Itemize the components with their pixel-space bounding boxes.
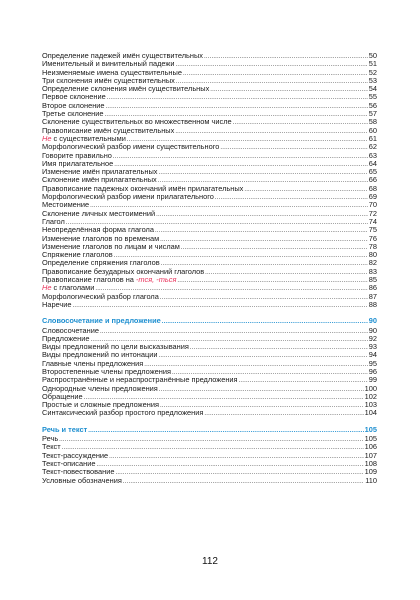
- toc-entry-title: Третье склонение: [42, 110, 104, 119]
- toc-entry-title: Обращение: [42, 392, 83, 401]
- toc-entry-page: 56: [368, 101, 377, 110]
- toc-group-nouns: [42, 52, 377, 135]
- toc-entry: [42, 201, 377, 209]
- toc-dot-leader: [107, 94, 368, 101]
- toc-entry-tsya: [42, 276, 377, 284]
- toc-entry-page: 103: [364, 401, 377, 410]
- toc-entry-page: 104: [364, 409, 377, 418]
- toc-entry: [42, 335, 377, 343]
- toc-entry: [42, 293, 377, 301]
- toc-section-phrase-sentence: [42, 317, 377, 325]
- toc-group-syntax: [42, 327, 377, 418]
- toc-entry-page: 96: [368, 367, 377, 376]
- toc-dot-leader: [215, 194, 368, 201]
- toc-entry-page: 53: [368, 76, 377, 85]
- toc-entry-title: Спряжение глаголов: [42, 251, 113, 260]
- toc-dot-leader: [127, 136, 368, 143]
- toc-entry-page: 61: [368, 134, 377, 143]
- toc-entry-page: 102: [364, 392, 377, 401]
- toc-entry-page: 68: [368, 184, 377, 193]
- toc-entry-page: 75: [368, 226, 377, 235]
- toc-entry-title: Словосочетание: [42, 326, 99, 335]
- table-of-contents: [42, 52, 377, 485]
- toc-entry-title: Склонение существительных во множественном числе: [42, 118, 232, 127]
- toc-dot-leader: [176, 61, 368, 68]
- toc-section-title: Словосочетание и предложение: [42, 317, 161, 326]
- toc-entry: [42, 160, 377, 168]
- toc-entry: [42, 385, 377, 393]
- toc-entry-title: Виды предложений по интонации: [42, 351, 158, 360]
- toc-dot-leader: [177, 277, 367, 284]
- toc-dot-leader: [95, 285, 367, 292]
- toc-entry: [42, 401, 377, 409]
- toc-entry-page: 80: [368, 251, 377, 260]
- toc-entry-title: Изменение имён прилагательных: [42, 168, 158, 177]
- toc-entry: [42, 360, 377, 368]
- toc-entry-page: 62: [368, 143, 377, 152]
- toc-entry-title: Неопределённая форма глагола: [42, 226, 154, 235]
- toc-dot-leader: [96, 461, 363, 468]
- toc-entry-page: 87: [368, 292, 377, 301]
- toc-entry: [42, 368, 377, 376]
- toc-entry-page: 58: [368, 118, 377, 127]
- toc-dot-leader: [204, 410, 363, 417]
- toc-dot-leader: [88, 427, 363, 434]
- toc-entry-title: Первое склонение: [42, 93, 106, 102]
- toc-entry: [42, 259, 377, 267]
- toc-entry-title: Простые и сложные предложения: [42, 401, 159, 410]
- toc-entry-title: Текст-описание: [42, 459, 96, 468]
- toc-entry-page: 50: [368, 52, 377, 60]
- toc-entry-page: 72: [368, 209, 377, 218]
- toc-entry: [42, 77, 377, 85]
- toc-dot-leader: [172, 369, 368, 376]
- toc-entry: [42, 152, 377, 160]
- toc-dot-leader: [204, 53, 368, 60]
- toc-entry-page: 60: [368, 126, 377, 135]
- toc-entry: [42, 110, 377, 118]
- toc-dot-leader: [239, 377, 368, 384]
- toc-dot-leader: [175, 128, 367, 135]
- toc-dot-leader: [210, 86, 368, 93]
- toc-dot-leader: [156, 211, 368, 218]
- toc-entry-title: Изменение глаголов по временам: [42, 234, 160, 243]
- toc-entry-title: Определение спряжения глаголов: [42, 259, 160, 268]
- toc-entry-accent: Не: [42, 134, 52, 143]
- toc-entry-title: Наречие: [42, 300, 72, 309]
- toc-entry-title: Морфологический разбор глагола: [42, 292, 159, 301]
- toc-entry: [42, 460, 377, 468]
- toc-entry-title: Текст-рассуждение: [42, 451, 109, 460]
- toc-entry: [42, 251, 377, 259]
- toc-dot-leader: [109, 453, 364, 460]
- toc-entry: [42, 210, 377, 218]
- toc-entry-page: 70: [368, 201, 377, 210]
- toc-entry: [42, 393, 377, 401]
- toc-entry-title: Морфологический разбор имени существительного: [42, 143, 220, 152]
- toc-entry: [42, 102, 377, 110]
- toc-entry-title: Главные члены предложения: [42, 359, 144, 368]
- toc-entry: [42, 409, 377, 417]
- toc-entry-page: 51: [368, 60, 377, 69]
- toc-entry: [42, 243, 377, 251]
- toc-dot-leader: [159, 386, 364, 393]
- toc-entry-title: [42, 284, 94, 292]
- toc-entry-ne-nouns: [42, 135, 377, 143]
- toc-dot-leader: [115, 469, 363, 476]
- page-number: 112: [202, 556, 218, 567]
- toc-entry-page: 95: [368, 359, 377, 368]
- toc-entry: [42, 60, 377, 68]
- toc-entry-page: 86: [368, 284, 377, 293]
- toc-entry-title: Распространённые и нераспространённые предложения: [42, 376, 238, 385]
- toc-entry-title: Неизменяемые имена существительные: [42, 68, 182, 77]
- toc-dot-leader: [114, 161, 368, 168]
- toc-dot-leader: [105, 111, 368, 118]
- toc-dot-leader: [183, 70, 368, 77]
- toc-entry-title: Именительный и винительный падежи: [42, 60, 175, 69]
- toc-dot-leader: [205, 269, 368, 276]
- toc-entry-page: 69: [368, 193, 377, 202]
- toc-entry-title-rest: с глаголами: [51, 284, 95, 293]
- toc-entry: [42, 143, 377, 151]
- toc-entry-title: Второстепенные члены предложения: [42, 367, 171, 376]
- toc-entry-page: 63: [368, 151, 377, 160]
- toc-entry: [42, 52, 377, 60]
- toc-entry-title: [42, 135, 126, 143]
- toc-entry: [42, 477, 377, 485]
- toc-entry-title: Правописание безударных окончаний глаголов: [42, 267, 205, 276]
- toc-entry-title: Глагол: [42, 217, 65, 226]
- toc-entry-title: Морфологический разбор имени прилагательного: [42, 193, 214, 202]
- toc-entry: [42, 468, 377, 476]
- toc-entry-title: Изменение глаголов по лицам и числам: [42, 242, 180, 251]
- toc-entry: [42, 226, 377, 234]
- toc-dot-leader: [158, 177, 368, 184]
- toc-entry-page: 107: [364, 451, 377, 460]
- toc-entry-title-rest: с существительными: [51, 134, 126, 143]
- toc-entry-title: Склонение личных местоимений: [42, 209, 156, 218]
- toc-entry: [42, 168, 377, 176]
- toc-dot-leader: [100, 328, 368, 335]
- toc-entry-title: Речь: [42, 435, 59, 444]
- toc-entry: [42, 176, 377, 184]
- toc-entry-title: Виды предложений по цели высказывания: [42, 343, 189, 352]
- toc-dot-leader: [181, 244, 368, 251]
- toc-dot-leader: [160, 402, 364, 409]
- toc-dot-leader: [144, 361, 367, 368]
- toc-entry-page: 54: [368, 85, 377, 94]
- toc-entry-accent: Не: [42, 284, 52, 293]
- toc-section-page: 90: [368, 317, 377, 326]
- toc-entry-page: 93: [368, 343, 377, 352]
- toc-dot-leader: [123, 478, 364, 485]
- toc-entry-title: Склонение имён прилагательных: [42, 176, 157, 185]
- toc-entry: [42, 235, 377, 243]
- toc-entry-title: Три склонения имён существительных: [42, 76, 175, 85]
- toc-entry-page: 90: [368, 326, 377, 335]
- toc-entry: [42, 301, 377, 309]
- toc-entry-page: 105: [364, 435, 377, 444]
- toc-entry-title: Говорите правильно: [42, 151, 112, 160]
- toc-group-verbs-end: [42, 293, 377, 310]
- toc-entry-title: Правописание имён существительных: [42, 126, 175, 135]
- toc-entry: [42, 218, 377, 226]
- toc-dot-leader: [158, 169, 367, 176]
- toc-dot-leader: [73, 302, 368, 309]
- toc-entry: [42, 268, 377, 276]
- toc-entry: [42, 193, 377, 201]
- toc-dot-leader: [160, 294, 368, 301]
- toc-entry-page: 109: [364, 468, 377, 477]
- toc-dot-leader: [162, 318, 368, 325]
- toc-entry-page: 76: [368, 234, 377, 243]
- toc-entry-page: 74: [368, 217, 377, 226]
- toc-entry-page: 78: [368, 242, 377, 251]
- toc-dot-leader: [84, 394, 364, 401]
- toc-entry: [42, 93, 377, 101]
- toc-dot-leader: [66, 219, 368, 226]
- toc-dot-leader: [244, 186, 367, 193]
- toc-entry-page: 88: [368, 300, 377, 309]
- toc-entry-page: 55: [368, 93, 377, 102]
- toc-entry-page: 92: [368, 334, 377, 343]
- toc-entry-page: 94: [368, 351, 377, 360]
- toc-entry-page: 100: [364, 384, 377, 393]
- toc-entry-page: 85: [368, 276, 377, 285]
- toc-dot-leader: [106, 103, 368, 110]
- toc-section-page: 105: [364, 425, 377, 434]
- toc-section-speech-text: [42, 426, 377, 434]
- toc-dot-leader: [233, 119, 368, 126]
- toc-entry: [42, 343, 377, 351]
- toc-entry: [42, 376, 377, 384]
- toc-entry: [42, 185, 377, 193]
- toc-dot-leader: [190, 344, 368, 351]
- toc-entry-title-text: Правописание глаголов на: [42, 276, 136, 285]
- toc-entry-page: 65: [368, 168, 377, 177]
- toc-entry-title: [42, 276, 176, 284]
- toc-section-title: Речь и текст: [42, 425, 88, 434]
- toc-entry-title: Синтаксический разбор простого предложения: [42, 409, 204, 418]
- toc-entry-page: 57: [368, 110, 377, 119]
- toc-dot-leader: [158, 352, 367, 359]
- toc-group-speech: [42, 435, 377, 485]
- toc-dot-leader: [113, 153, 368, 160]
- toc-entry: [42, 85, 377, 93]
- toc-dot-leader: [160, 236, 368, 243]
- toc-entry-title: Текст: [42, 443, 61, 452]
- toc-entry-page: 83: [368, 267, 377, 276]
- toc-entry: [42, 69, 377, 77]
- toc-entry-title: Местоимение: [42, 201, 90, 210]
- toc-entry-title: Предложение: [42, 334, 90, 343]
- toc-dot-leader: [220, 144, 367, 151]
- toc-entry-ne-verbs: [42, 284, 377, 292]
- toc-group-adjectives-verbs: [42, 143, 377, 276]
- toc-dot-leader: [90, 336, 367, 343]
- toc-entry: [42, 443, 377, 451]
- toc-entry: [42, 327, 377, 335]
- toc-entry: [42, 351, 377, 359]
- toc-entry: [42, 118, 377, 126]
- toc-entry-title: Имя прилагательное: [42, 159, 114, 168]
- toc-dot-leader: [90, 202, 368, 209]
- toc-entry-page: 108: [364, 459, 377, 468]
- toc-dot-leader: [62, 444, 364, 451]
- toc-entry-page: 64: [368, 159, 377, 168]
- toc-dot-leader: [59, 436, 363, 443]
- toc-dot-leader: [155, 227, 368, 234]
- toc-entry-title: Второе склонение: [42, 101, 105, 110]
- toc-dot-leader: [176, 78, 368, 85]
- toc-entry-page: 99: [368, 376, 377, 385]
- toc-entry: [42, 435, 377, 443]
- toc-entry: [42, 127, 377, 135]
- toc-dot-leader: [161, 260, 368, 267]
- toc-entry-page: 110: [365, 476, 377, 485]
- toc-entry-title: Условные обозначения: [42, 476, 122, 485]
- toc-entry-page: 66: [368, 176, 377, 185]
- toc-entry-title: Однородные члены предложения: [42, 384, 158, 393]
- toc-entry-title: Текст-повествование: [42, 468, 115, 477]
- toc-dot-leader: [114, 252, 368, 259]
- toc-entry-title: Правописание падежных окончаний имён прилагательных: [42, 184, 244, 193]
- toc-entry-page: 106: [364, 443, 377, 452]
- toc-entry-accent: -тся, -ться: [135, 276, 177, 285]
- toc-entry-page: 52: [368, 68, 377, 77]
- toc-entry-title: Определение склонения имён существительных: [42, 85, 210, 94]
- toc-entry-page: 82: [368, 259, 377, 268]
- toc-entry-title: Определение падежей имён существительных: [42, 52, 203, 60]
- toc-entry: [42, 452, 377, 460]
